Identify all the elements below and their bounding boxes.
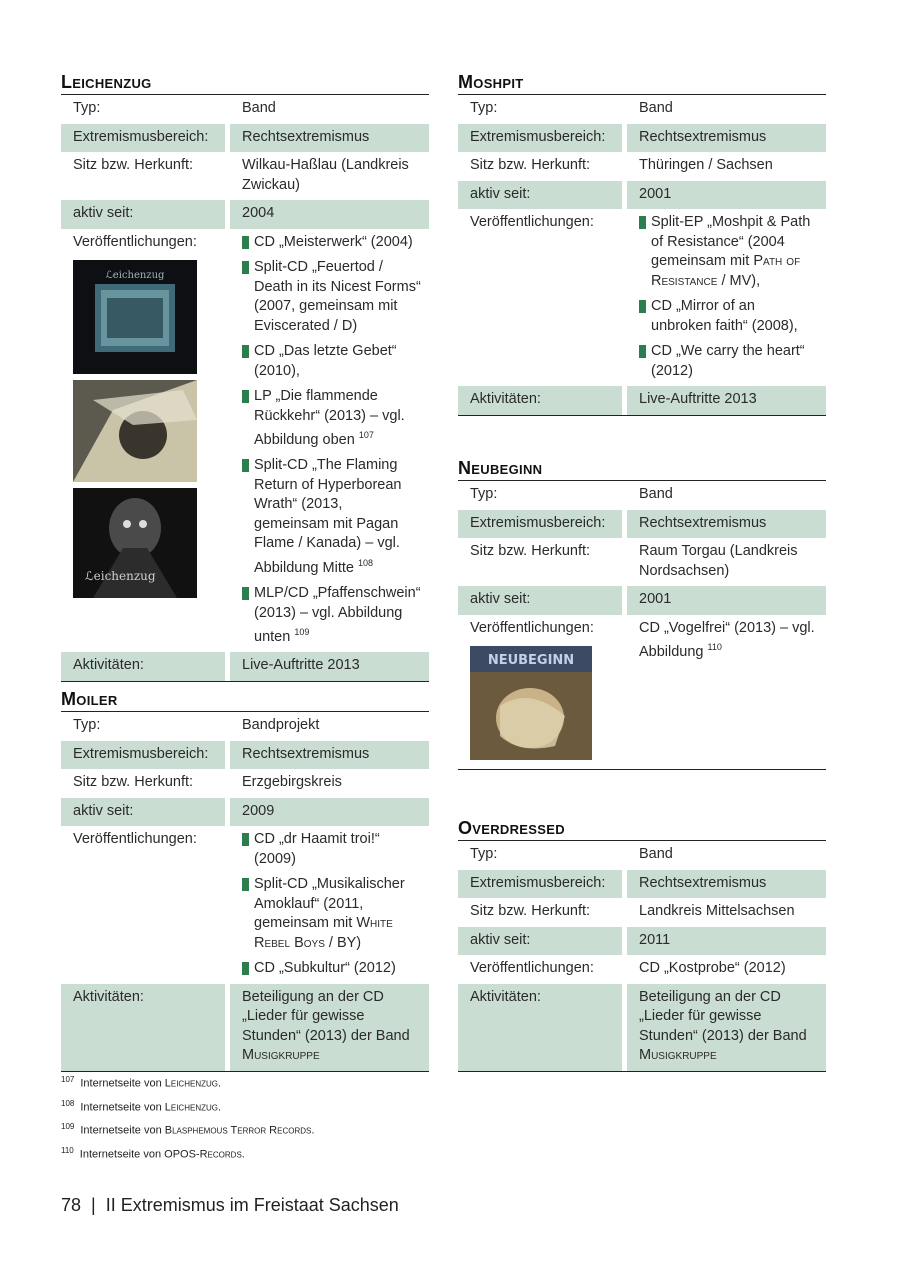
row-aktiv xyxy=(61,200,429,229)
field-label: Typ: xyxy=(470,100,498,116)
row-aktivitaeten xyxy=(458,984,826,1071)
footnote: $^{110}$ Internetseite von OPOS-Records. xyxy=(61,1145,245,1161)
footnote: $^{109}$ Internetseite von Blasphemous Terror Records. xyxy=(61,1122,315,1137)
album-cover-image xyxy=(73,488,197,598)
row-typ xyxy=(458,95,826,124)
field-label: Aktivitäten: xyxy=(458,984,622,1071)
field-label: Extremismusbereich: xyxy=(458,870,622,899)
row-veroeffentlichungen xyxy=(458,615,826,770)
section-moiler xyxy=(61,689,429,1072)
field-label-with-covers xyxy=(61,229,225,653)
field-value: Rechtsextremismus xyxy=(627,870,826,899)
bullet-icon xyxy=(639,216,646,229)
row-aktiv xyxy=(458,927,826,956)
publication-item: CD „Das letzte Gebet“ (2010), xyxy=(242,342,421,381)
field-value: 2001 xyxy=(627,586,826,615)
field-value: Rechtsextremismus xyxy=(627,510,826,539)
row-aktivitaeten xyxy=(458,386,826,415)
row-extremismus xyxy=(458,510,826,539)
field-value: 2011 xyxy=(627,927,826,956)
field-value: Band xyxy=(639,846,673,862)
publication-item: CD „We carry the heart“ (2012) xyxy=(639,342,818,381)
footnote: $^{107}$ Internetseite von Leichenzug. xyxy=(61,1075,222,1090)
field-value: 2001 xyxy=(627,181,826,210)
bullet-icon xyxy=(242,833,249,846)
field-label: Extremismusbereich: xyxy=(61,124,225,153)
footnote: $^{108}$ Internetseite von Leichenzug. xyxy=(61,1098,222,1114)
field-value: Live-Auftritte 2013 xyxy=(230,652,429,681)
field-label: Sitz bzw. Herkunft: xyxy=(470,903,591,919)
footnote-ref: 109 xyxy=(294,627,310,638)
publication-item: Split-CD „Feuertod / Death in its Nicest Forms“ (2007, gemeinsam mit Eviscerated / D) xyxy=(242,258,421,336)
row-extremismus xyxy=(458,870,826,899)
field-value: Beteiligung an der CD „Lieder für gewisse Stunden“ (2013) der Band Musigkruppe xyxy=(627,984,826,1071)
svg-text:NEUBEGINN: NEUBEGINN xyxy=(487,653,575,668)
bullet-icon xyxy=(242,962,249,975)
footnote-ref: 107 xyxy=(358,430,374,440)
page-footer: 78 | II Extremismus im Freistaat Sachsen xyxy=(61,1195,399,1215)
row-typ xyxy=(61,95,429,124)
album-cover-image xyxy=(470,646,592,760)
field-label: Extremismusbereich: xyxy=(61,741,225,770)
bullet-icon xyxy=(242,345,249,358)
field-label: Extremismusbereich: xyxy=(458,510,622,539)
bullet-icon xyxy=(639,300,646,313)
field-value: Raum Torgau (Landkreis Nordsachsen) xyxy=(639,543,798,579)
field-value: Band xyxy=(639,100,673,116)
row-sitz xyxy=(458,898,826,927)
row-sitz xyxy=(458,538,826,586)
row-sitz xyxy=(61,152,429,200)
bullet-icon xyxy=(242,261,249,274)
field-value: Beteiligung an der CD „Lieder für gewisse Stunden“ (2013) der Band Musigkruppe xyxy=(230,984,429,1071)
field-label: Sitz bzw. Herkunft: xyxy=(73,774,194,790)
album-cover-image xyxy=(73,380,197,482)
field-value: Rechtsextremismus xyxy=(230,741,429,770)
field-label: aktiv seit: xyxy=(61,200,225,229)
section-neubeginn xyxy=(458,458,826,770)
field-label: aktiv seit: xyxy=(458,586,622,615)
field-value: Rechtsextremismus xyxy=(230,124,429,153)
publication-item: Split-CD „Musikalischer Amoklauf“ (2011, gemeinsam mit White Rebel Boys / BY) xyxy=(242,875,421,953)
field-label: Veröffentlichungen: xyxy=(73,233,197,250)
publication-list xyxy=(639,213,818,381)
field-value: Band xyxy=(242,100,276,116)
field-label: aktiv seit: xyxy=(61,798,225,827)
field-value: Band xyxy=(639,486,673,502)
svg-text:ℒeichenzug: ℒeichenzug xyxy=(85,569,156,583)
field-label: Veröffentlichungen: xyxy=(470,619,594,636)
section-overdressed xyxy=(458,818,826,1072)
publication-item: CD „Mirror of an unbroken faith“ (2008), xyxy=(639,297,818,336)
row-extremismus xyxy=(61,124,429,153)
field-label: Typ: xyxy=(73,717,101,733)
publication-item: MLP/CD „Pfaffenschwein“ (2013) – vgl. Abbildung unten $^{109}$ xyxy=(242,584,421,647)
bullet-icon xyxy=(242,587,249,600)
field-label: Aktivitäten: xyxy=(458,386,622,415)
field-value: Erzgebirgskreis xyxy=(242,774,342,790)
row-extremismus xyxy=(61,741,429,770)
publication-item: CD „Subkultur“ (2012) xyxy=(242,959,421,979)
publication-item: CD „dr Haamit troi!“ (2009) xyxy=(242,830,421,869)
row-aktivitaeten xyxy=(61,652,429,681)
field-label: Sitz bzw. Herkunft: xyxy=(73,157,194,173)
field-value: Wilkau-Haßlau (Landkreis Zwickau) xyxy=(242,157,409,193)
row-typ xyxy=(458,481,826,510)
bullet-icon xyxy=(242,878,249,891)
row-extremismus xyxy=(458,124,826,153)
footnotes xyxy=(61,1070,314,1165)
publication-list xyxy=(242,830,421,979)
field-value: Landkreis Mittelsachsen xyxy=(639,903,795,919)
publication-list xyxy=(242,233,421,648)
section-title: Neubeginn xyxy=(458,458,826,481)
row-aktivitaeten xyxy=(61,984,429,1071)
bullet-icon xyxy=(242,459,249,472)
row-aktiv xyxy=(458,181,826,210)
field-label-with-cover xyxy=(458,615,622,770)
row-sitz xyxy=(61,769,429,798)
row-veroeffentlichungen xyxy=(61,826,429,984)
field-value: Thüringen / Sachsen xyxy=(639,157,773,173)
field-label: Typ: xyxy=(470,846,498,862)
field-label: aktiv seit: xyxy=(458,181,622,210)
field-label: Veröffentlichungen: xyxy=(470,960,594,976)
row-sitz xyxy=(458,152,826,181)
svg-text:ℒeichenzug: ℒeichenzug xyxy=(105,270,165,281)
section-title: Overdressed xyxy=(458,818,826,841)
field-label: Typ: xyxy=(470,486,498,502)
row-veroeffentlichungen xyxy=(61,229,429,653)
field-label: Sitz bzw. Herkunft: xyxy=(470,543,591,559)
field-value: 2004 xyxy=(230,200,429,229)
section-moshpit xyxy=(458,72,826,416)
field-value: Rechtsextremismus xyxy=(627,124,826,153)
section-title: Moshpit xyxy=(458,72,826,95)
field-label: Veröffentlichungen: xyxy=(73,831,197,847)
publication-item: Split-EP „Moshpit & Path of Resistance“ (2004 gemeinsam mit Path of Resistance / MV), xyxy=(639,213,818,291)
field-value: CD „Vogelfrei“ (2013) – vgl. Abbildung $^{110}$ xyxy=(639,619,815,660)
field-label: aktiv seit: xyxy=(458,927,622,956)
field-value: Bandprojekt xyxy=(242,717,320,733)
section-title: Moiler xyxy=(61,689,429,712)
row-veroeffentlichungen xyxy=(458,955,826,984)
bullet-icon xyxy=(639,345,646,358)
row-aktiv xyxy=(458,586,826,615)
field-label: Aktivitäten: xyxy=(61,984,225,1071)
row-aktiv xyxy=(61,798,429,827)
field-label: Aktivitäten: xyxy=(61,652,225,681)
footnote-ref: 108 xyxy=(357,557,374,568)
footnote-ref: 110 xyxy=(707,642,722,652)
field-value: CD „Kostprobe“ (2012) xyxy=(639,960,786,976)
row-veroeffentlichungen xyxy=(458,209,826,386)
field-value: Live-Auftritte 2013 xyxy=(627,386,826,415)
section-title: Leichenzug xyxy=(61,72,429,95)
section-leichenzug xyxy=(61,72,429,682)
field-label: Veröffentlichungen: xyxy=(470,214,594,230)
publication-item: Split-CD „The Flaming Return of Hyperborean Wrath“ (2013, gemeinsam mit Pagan Flame / Kanada) – vgl. Abbildung Mitte $^{108}$ xyxy=(242,456,421,578)
bullet-icon xyxy=(242,236,249,249)
field-label: Sitz bzw. Herkunft: xyxy=(470,157,591,173)
field-value: 2009 xyxy=(230,798,429,827)
row-typ xyxy=(61,712,429,741)
album-cover-image xyxy=(73,260,197,374)
row-typ xyxy=(458,841,826,870)
publication-item: CD „Meisterwerk“ (2004) xyxy=(242,233,421,253)
publication-item: LP „Die flammende Rückkehr“ (2013) – vgl. Abbildung oben $^{107}$ xyxy=(242,387,421,450)
bullet-icon xyxy=(242,390,249,403)
field-label: Extremismusbereich: xyxy=(458,124,622,153)
field-label: Typ: xyxy=(73,100,101,116)
